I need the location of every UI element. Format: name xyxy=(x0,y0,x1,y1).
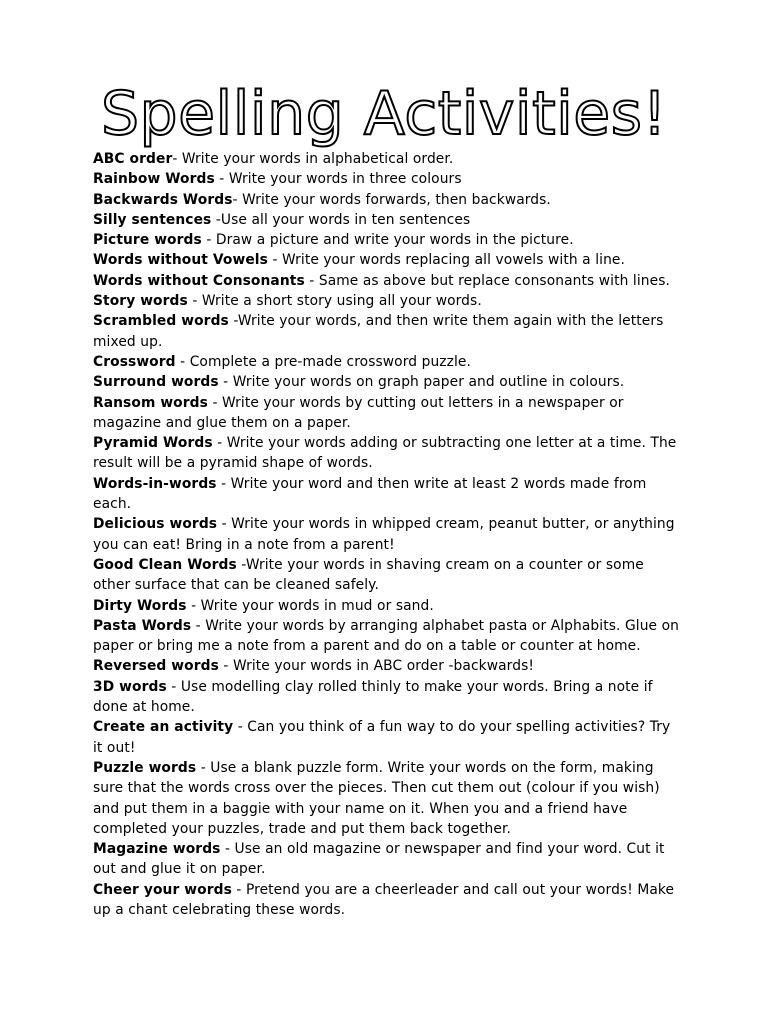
activity-delicious-words xyxy=(93,514,683,555)
activity-name: Create an activity xyxy=(93,719,234,736)
activity-name: Good Clean Words xyxy=(93,556,237,573)
activity-3d-words xyxy=(93,677,683,718)
activity-reversed-words xyxy=(93,656,683,676)
activity-crossword xyxy=(93,352,683,372)
activity-description: -Write your words, and then write them again with the letters mixed up. xyxy=(93,313,664,350)
activity-description: - Complete a pre-made crossword puzzle. xyxy=(175,353,471,370)
activity-name: Reversed words xyxy=(93,658,219,675)
activity-name: Dirty Words xyxy=(93,597,187,614)
activity-name: Delicious words xyxy=(93,516,218,533)
activity-description: - Same as above but replace consonants with lines. xyxy=(304,272,670,289)
activity-description: - Draw a picture and write your words in the picture. xyxy=(201,232,574,249)
activity-description: - Pretend you are a cheerleader and call out your words! Make up a chant celebrating these words. xyxy=(93,881,675,918)
activity-description: - Can you think of a fun way to do your spelling activities? Try it out! xyxy=(93,719,671,756)
activity-description: - Use an old magazine or newspaper and find your word. Cut it out and glue it on paper. xyxy=(93,841,665,878)
activity-scrambled-words xyxy=(93,311,683,352)
activity-pyramid-words xyxy=(93,433,683,474)
activity-name: Picture words xyxy=(93,232,202,249)
activity-abc-order xyxy=(93,149,683,169)
activity-dirty-words xyxy=(93,596,683,616)
activity-name: Rainbow Words xyxy=(93,171,215,188)
activity-words-in-words xyxy=(93,474,683,515)
activity-puzzle-words xyxy=(93,758,683,839)
activity-words-without-consonants xyxy=(93,271,683,291)
activity-description: - Write your words on graph paper and outline in colours. xyxy=(218,374,625,391)
page-title: Spelling Activities! xyxy=(100,79,668,149)
activity-cheer-your-words xyxy=(93,880,683,921)
activity-create-an-activity xyxy=(93,717,683,758)
activity-description: - Use modelling clay rolled thinly to make your words. Bring a note if done at home. xyxy=(93,678,653,716)
activity-name: Silly sentences xyxy=(93,211,212,228)
activity-description: - Write your words forwards, then backwards. xyxy=(232,191,551,208)
activity-name: Pasta Words xyxy=(93,617,192,634)
activity-name: Story words xyxy=(93,293,188,310)
activity-name: Puzzle words xyxy=(93,759,197,776)
activity-name: Words without Consonants xyxy=(93,272,305,289)
activity-name: Magazine words xyxy=(93,841,221,858)
activity-description: - Write your words in ABC order -backwards! xyxy=(218,658,534,675)
activity-name: Crossword xyxy=(93,353,176,370)
activity-name: Words without Vowels xyxy=(93,252,268,269)
activity-name: Scrambled words xyxy=(93,313,229,330)
activity-description: - Write your words by cutting out letters in a newspaper or magazine and glue them on a paper. xyxy=(93,394,624,431)
activity-description: - Write your words adding or subtracting one letter at a time. The result will be a pyramid shape of words. xyxy=(93,435,677,472)
activity-description: - Write your word and then write at least 2 words made from each. xyxy=(93,475,647,513)
activity-name: Words-in-words xyxy=(93,475,217,492)
activity-name: ABC order xyxy=(93,151,173,167)
activity-description: -Write your words in shaving cream on a counter or some other surface that can be cleaned safely. xyxy=(93,556,644,594)
activity-list xyxy=(93,149,683,920)
activity-backwards-words xyxy=(93,190,683,210)
activity-ransom-words xyxy=(93,393,683,434)
activity-picture-words xyxy=(93,230,683,250)
activity-description: - Write your words in alphabetical order. xyxy=(172,151,454,167)
activity-description: - Write a short story using all your words. xyxy=(187,293,482,310)
activity-magazine-words xyxy=(93,839,683,880)
activity-surround-words xyxy=(93,372,683,392)
activity-name: Ransom words xyxy=(93,394,208,411)
activity-description: - Write your words replacing all vowels with a line. xyxy=(267,252,625,269)
activity-name: Pyramid Words xyxy=(93,435,213,452)
activity-name: 3D words xyxy=(93,678,167,695)
activity-description: - Write your words in whipped cream, peanut butter, or anything you can eat! Bring in a note from a parent! xyxy=(93,516,675,553)
activity-silly-sentences xyxy=(93,210,683,230)
activity-description: -Use all your words in ten sentences xyxy=(211,211,471,228)
activity-name: Cheer your words xyxy=(93,881,232,898)
activity-description: - Write your words in mud or sand. xyxy=(186,597,434,614)
activity-name: Backwards Words xyxy=(93,191,233,208)
activity-description: - Use a blank puzzle form. Write your words on the form, making sure that the words cross over the pieces. Then cut them out (colour if you wish) and put them in a baggie with your name on it. When you and a friend have completed your puzzles, trade and put them back together. xyxy=(93,759,660,837)
activity-name: Surround words xyxy=(93,374,219,391)
activity-story-words xyxy=(93,291,683,311)
activity-pasta-words xyxy=(93,616,683,657)
activity-description: - Write your words in three colours xyxy=(214,171,462,188)
activity-good-clean-words xyxy=(93,555,683,596)
activity-rainbow-words xyxy=(93,169,683,189)
activity-words-without-vowels xyxy=(93,250,683,270)
activity-description: - Write your words by arranging alphabet pasta or Alphabits. Glue on paper or bring me a note from a parent and do on a table or counter at home. xyxy=(93,617,680,655)
